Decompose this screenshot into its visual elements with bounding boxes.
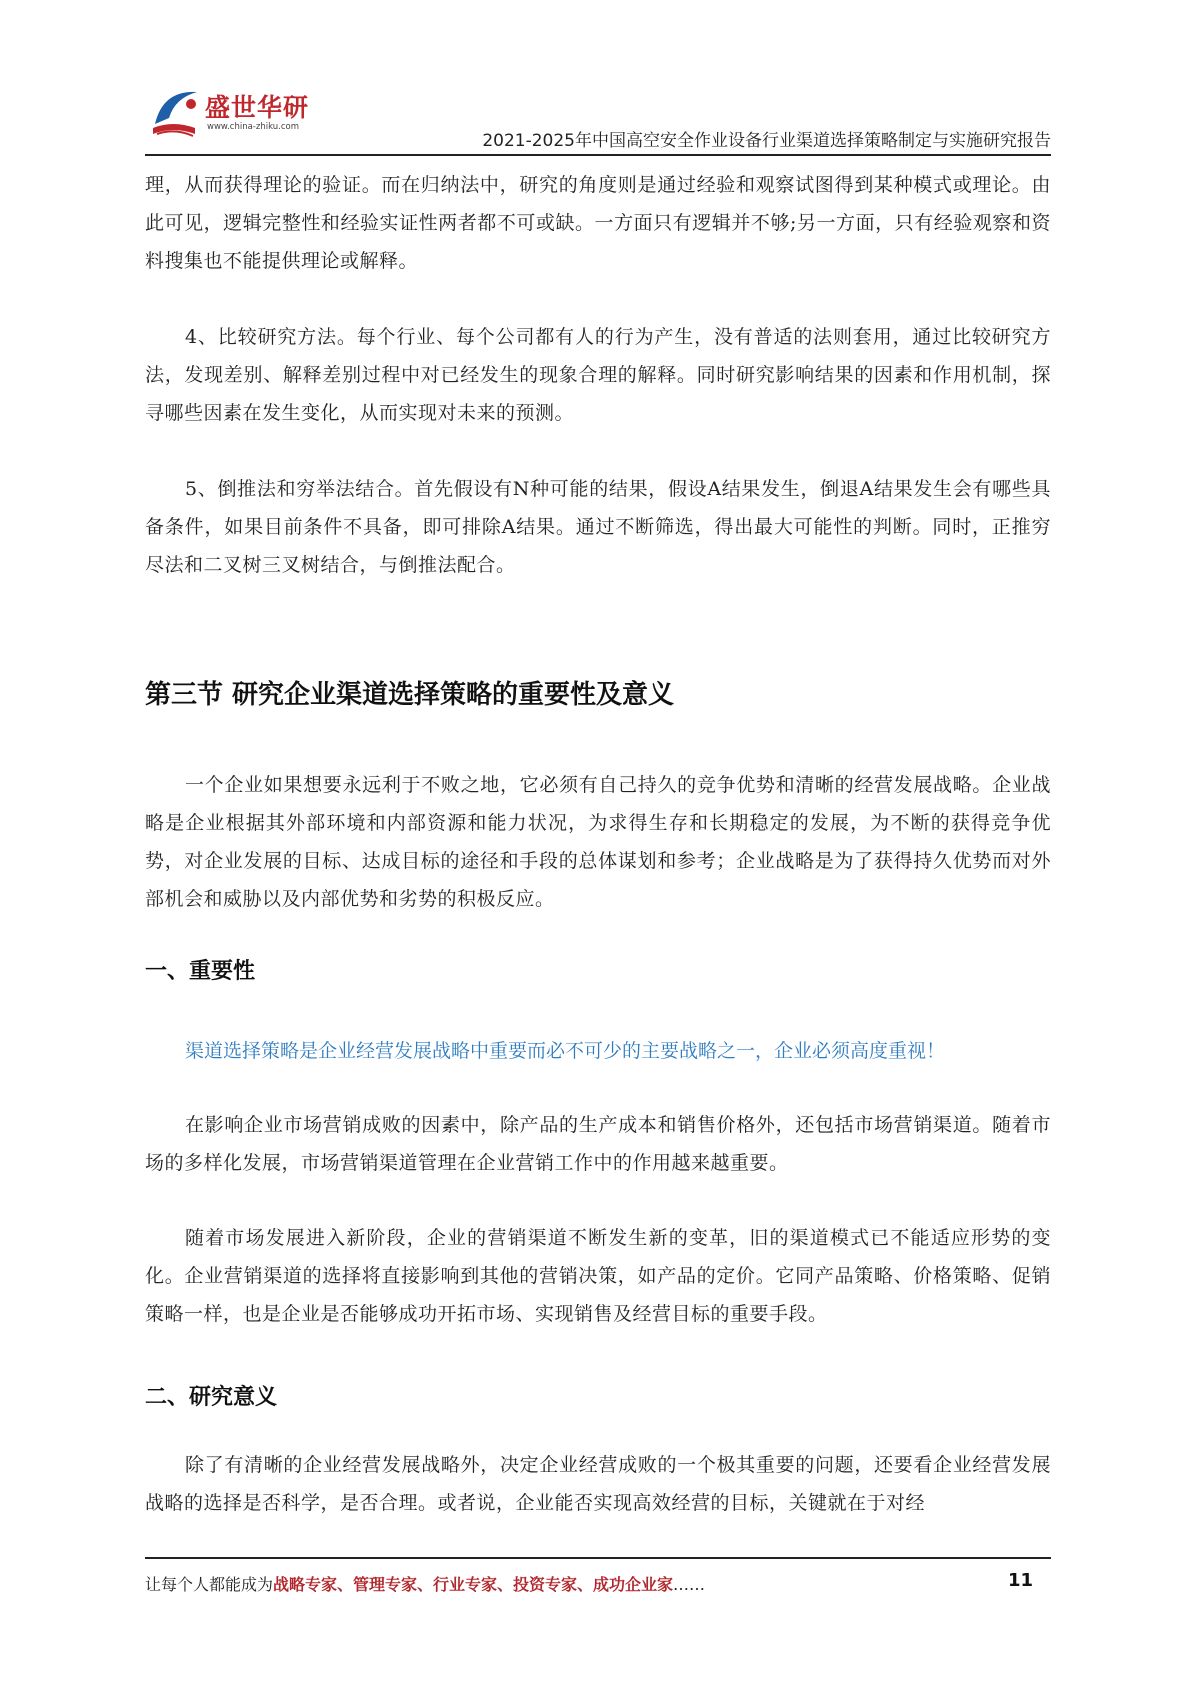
paragraph-text: 5、倒推法和穷举法结合。首先假设有N种可能的结果，假设A结果发生，倒退A结果发生会有哪些具备条件，如果目前条件不具备，即可排除A结果。通过不断筛选，得出最大可能性的判断。同时，正推穷尽法和二叉树三叉树结合，与倒推法配合。 [145, 478, 1051, 576]
paragraph-text: 在影响企业市场营销成败的因素中，除产品的生产成本和销售价格外，还包括市场营销渠道。随着市场的多样化发展，市场营销渠道管理在企业营销工作中的作用越来越重要。 [145, 1114, 1051, 1174]
slogan-emphasis: 战略专家、管理专家、行业专家、投资专家、成功企业家 [273, 1575, 674, 1594]
subsection-title: 二、研究意义 [145, 1385, 278, 1410]
footer-slogan [145, 1572, 705, 1595]
subsection-heading [145, 954, 1051, 985]
slogan-prefix: 让每个人都能成为 [145, 1575, 274, 1594]
paragraph [145, 166, 1051, 280]
company-logo [145, 84, 315, 146]
paragraph [145, 1219, 1051, 1333]
paragraph-text: 理，从而获得理论的验证。而在归纳法中，研究的角度则是通过经验和观察试图得到某种模式或理论。由此可见，逻辑完整性和经验实证性两者都不可或缺。一方面只有逻辑并不够;另一方面，只有经验观察和资料搜集也不能提供理论或解释。 [145, 174, 1051, 272]
paragraph [145, 1446, 1051, 1522]
page-number: 11 [1007, 1570, 1033, 1591]
paragraph [145, 766, 1051, 918]
footer-divider [145, 1557, 1051, 1559]
section-title: 第三节 研究企业渠道选择策略的重要性及意义 [145, 680, 675, 710]
highlight-paragraph [145, 1032, 1051, 1070]
paragraph-text: 除了有清晰的企业经营发展战略外，决定企业经营成败的一个极其重要的问题，还要看企业经营发展战略的选择是否科学，是否合理。或者说，企业能否实现高效经营的目标，关键就在于对经 [145, 1454, 1051, 1514]
paragraph [145, 1106, 1051, 1182]
subsection-title: 一、重要性 [145, 959, 256, 984]
paragraph-text: 4、比较研究方法。每个行业、每个公司都有人的行为产生，没有普适的法则套用，通过比较研究方法，发现差别、解释差别过程中对已经发生的现象合理的解释。同时研究影响结果的因素和作用机制，探寻哪些因素在发生变化，从而实现对未来的预测。 [145, 326, 1051, 424]
paragraph [145, 470, 1051, 584]
book-swoosh-icon [145, 84, 205, 144]
paragraph [145, 318, 1051, 432]
header-divider [145, 154, 1051, 156]
subsection-heading [145, 1380, 1051, 1411]
report-title: 2021-2025年中国高空安全作业设备行业渠道选择策略制定与实施研究报告 [482, 131, 1051, 151]
page-footer [145, 1572, 1051, 1602]
slogan-suffix: …… [673, 1575, 706, 1594]
section-heading [145, 674, 1051, 711]
logo-text: 盛世华研 [205, 93, 310, 122]
page-header [145, 78, 1051, 154]
paragraph-text: 一个企业如果想要永远利于不败之地，它必须有自己持久的竞争优势和清晰的经营发展战略。企业战略是企业根据其外部环境和内部资源和能力状况，为求得生存和长期稳定的发展，为不断的获得竞争优势，对企业发展的目标、达成目标的途径和手段的总体谋划和参考；企业战略是为了获得持久优势而对外部机会和威胁以及内部优势和劣势的积极反应。 [145, 774, 1051, 910]
highlight-text: 渠道选择策略是企业经营发展战略中重要而必不可少的主要战略之一，企业必须高度重视！ [185, 1040, 946, 1062]
paragraph-text: 随着市场发展进入新阶段，企业的营销渠道不断发生新的变革，旧的渠道模式已不能适应形势的变化。企业营销渠道的选择将直接影响到其他的营销决策，如产品的定价。它同产品策略、价格策略、促销策略一样，也是企业是否能够成功开拓市场、实现销售及经营目标的重要手段。 [145, 1227, 1051, 1325]
logo-url: www.china-zhiku.com [207, 122, 299, 132]
